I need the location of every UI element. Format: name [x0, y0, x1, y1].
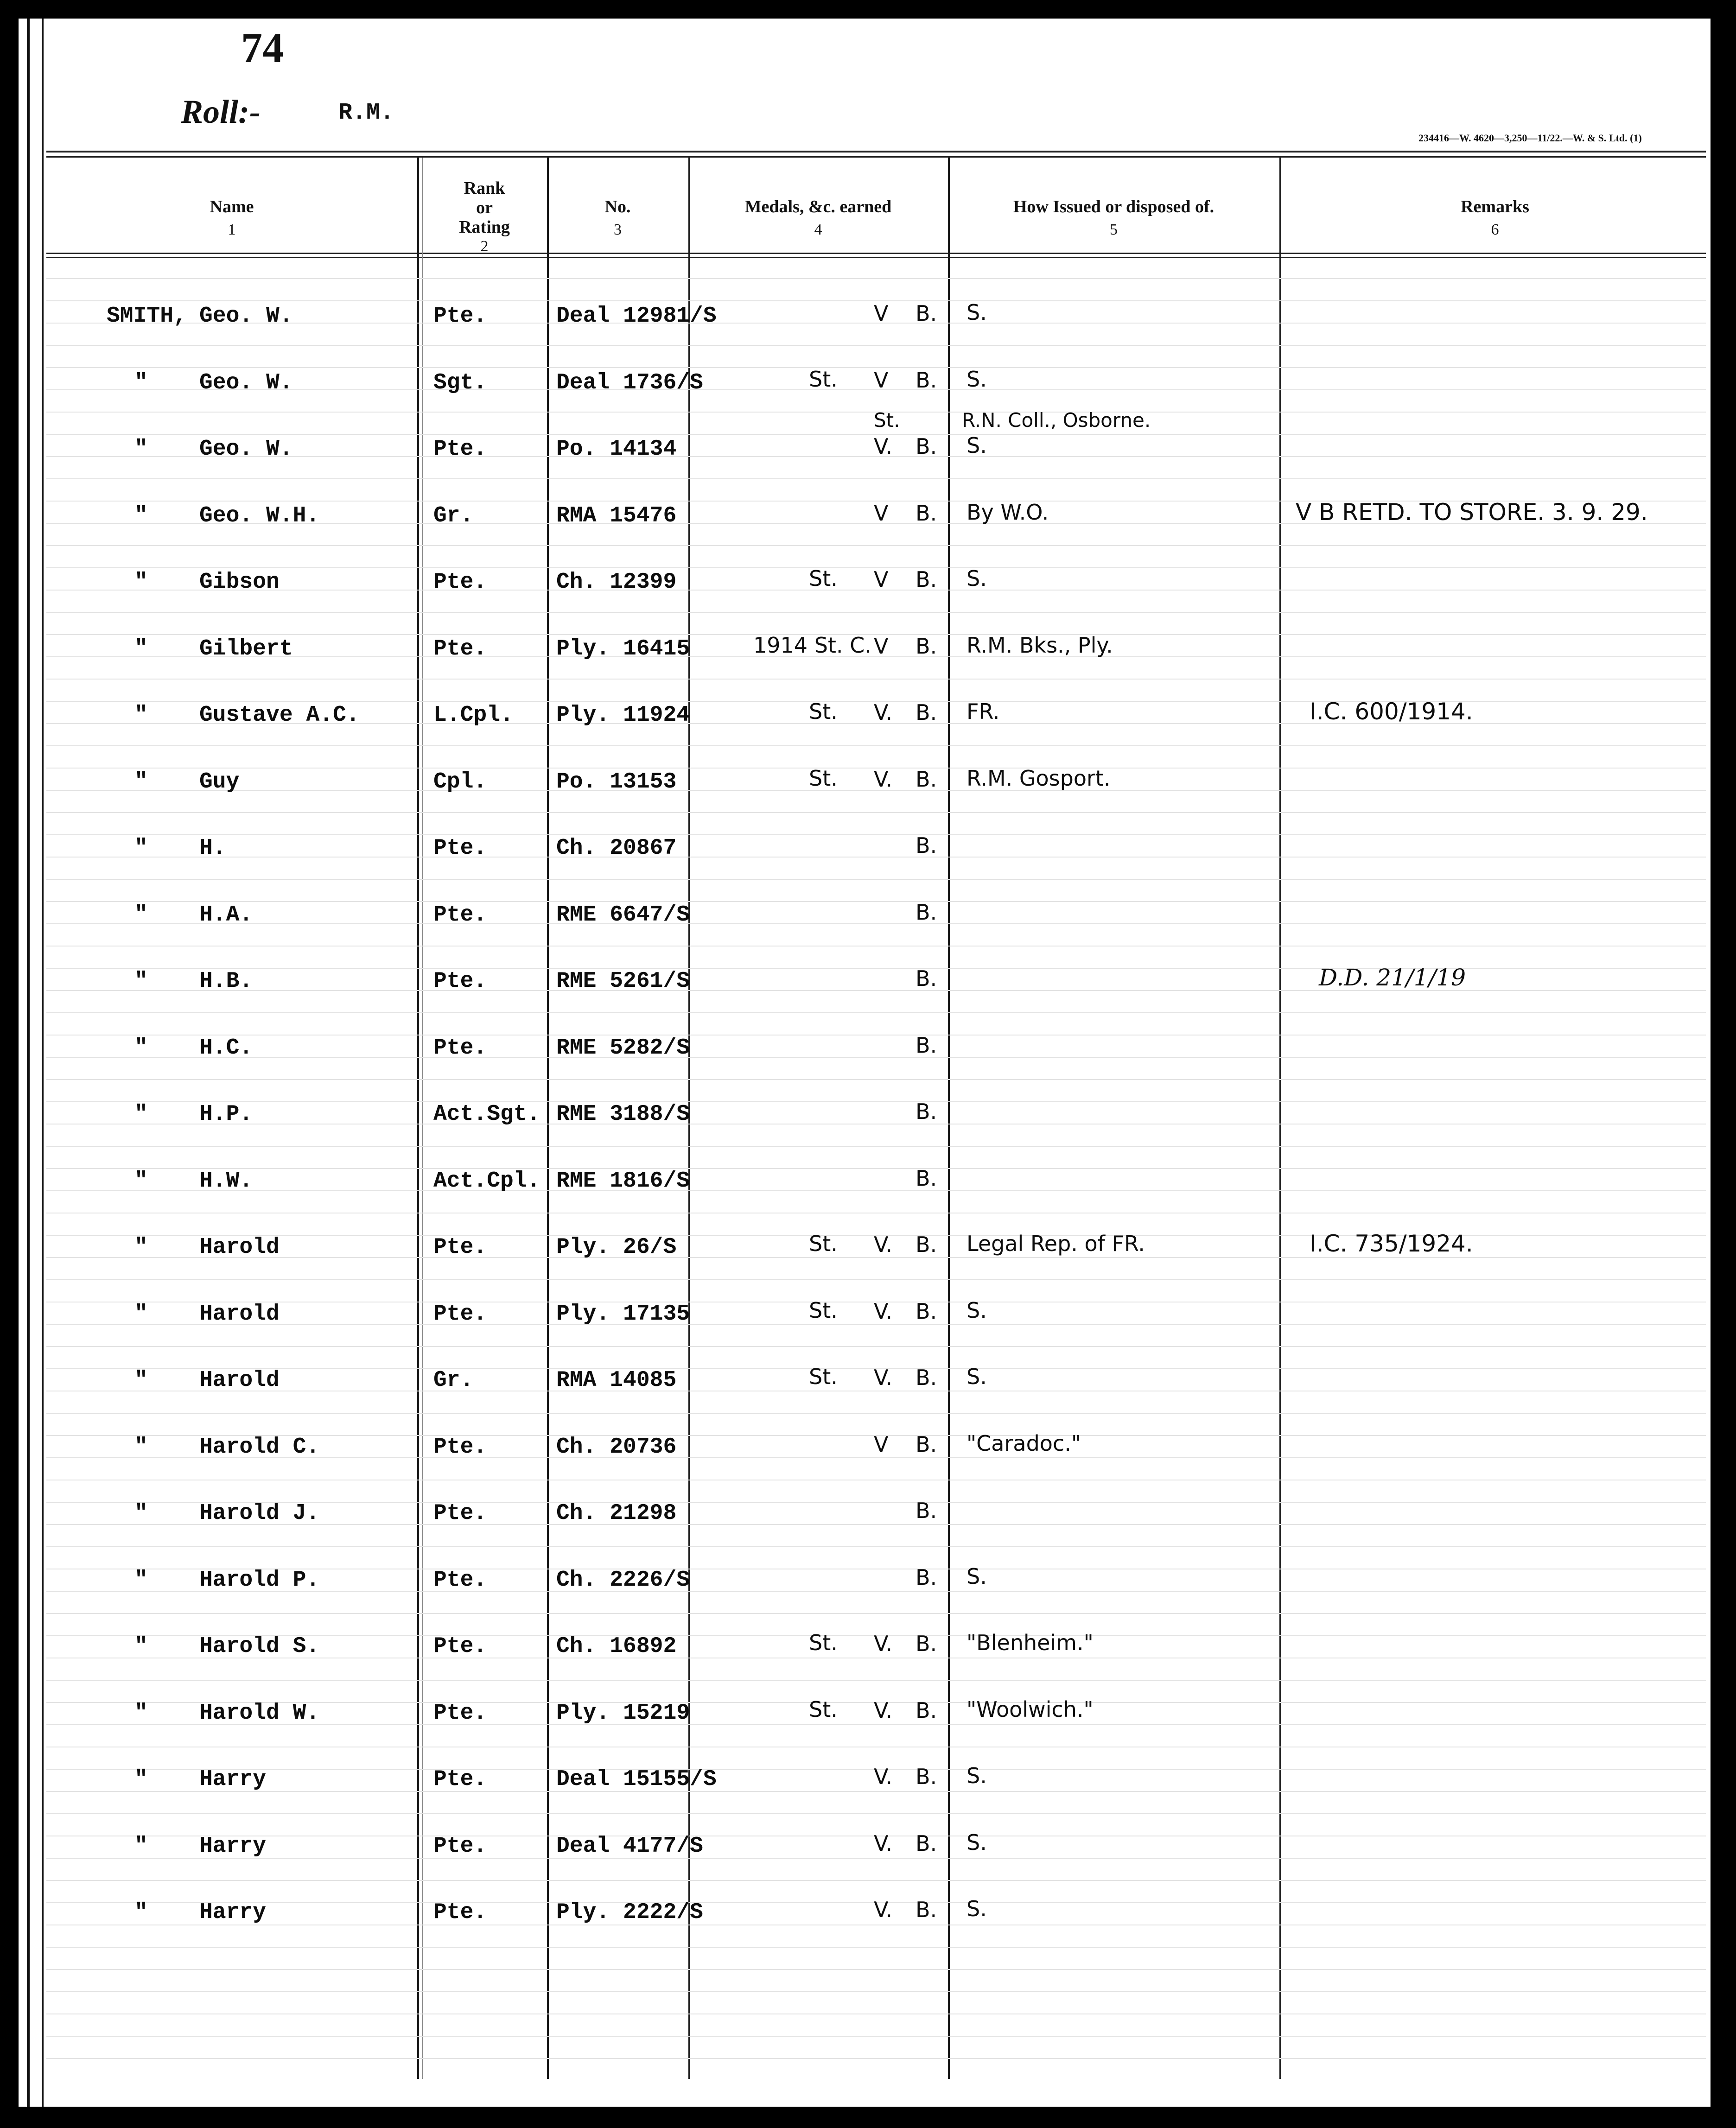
entry-forename: H.P. [199, 1102, 253, 1127]
entry-issued-note: R.N. Coll., Osborne. [962, 409, 1151, 432]
header-rule-top-2 [46, 156, 1706, 158]
entry-service-number: RME 5261/S [556, 969, 690, 994]
entry-service-number: Po. 13153 [556, 769, 677, 794]
entry-rank: Pte. [433, 836, 487, 861]
entry-medal-british-war: B. [916, 1432, 937, 1457]
entry-service-number: Ch. 21298 [556, 1501, 677, 1526]
ruled-line [46, 1279, 1706, 1280]
entry-issued: S. [967, 1298, 987, 1323]
entry-issued: S. [967, 367, 987, 392]
entry-forename: Harold J. [199, 1501, 320, 1526]
entry-forename: Harry [199, 1767, 267, 1792]
ruled-line [46, 1079, 1706, 1080]
header-rule-bottom [46, 253, 1706, 254]
column-header-medals: Medals, &c. earned 4 [744, 197, 892, 238]
entry-issued: By W.O. [967, 500, 1049, 525]
entry-remark: I.C. 735/1924. [1310, 1230, 1473, 1257]
entry-medal-british-war: B. [916, 1831, 937, 1856]
entry-medal-british-war: B. [916, 900, 937, 925]
entry-rank: Sgt. [433, 370, 487, 395]
entry-medal-victory: V. [874, 1299, 893, 1324]
entry-medal-british-war: B. [916, 301, 937, 326]
entry-medal-star: St. [809, 566, 838, 591]
entry-rank: Pte. [433, 969, 487, 994]
ruled-line [46, 1057, 1706, 1058]
entry-forename: Harold P. [199, 1568, 320, 1593]
entry-issued: S. [967, 1830, 987, 1855]
entry-rank: Pte. [433, 1501, 487, 1526]
entry-rank: Pte. [433, 1235, 487, 1260]
entry-medal-star: St. [874, 409, 900, 432]
entry-forename: Harry [199, 1834, 267, 1859]
entry-issued: S. [967, 1364, 987, 1389]
entry-surname: " [134, 1435, 148, 1460]
entry-rank: Cpl. [433, 769, 487, 794]
ruled-line [46, 345, 1706, 346]
entry-surname: " [134, 703, 148, 728]
entry-surname: " [134, 1568, 148, 1593]
entry-forename: Gustave A.C. [199, 703, 360, 728]
entry-surname: " [134, 1035, 148, 1061]
entry-service-number: RME 6647/S [556, 902, 690, 927]
entry-forename: Harold S. [199, 1634, 320, 1659]
entry-rank: Pte. [433, 1900, 487, 1925]
entry-forename: H.B. [199, 969, 253, 994]
entry-rank: Pte. [433, 437, 487, 462]
entry-rank: Pte. [433, 1035, 487, 1061]
entry-service-number: RME 1816/S [556, 1169, 690, 1194]
entry-medal-victory: V. [874, 767, 893, 792]
entry-surname: SMITH, [107, 304, 187, 329]
entry-medal-british-war: B. [916, 1232, 937, 1257]
roll-label: Roll:- [181, 93, 261, 130]
entry-rank: Pte. [433, 1834, 487, 1859]
column-header-issued: How Issued or disposed of. 5 [1013, 197, 1215, 238]
entry-surname: " [134, 902, 148, 927]
entry-rank: L.Cpl. [433, 703, 514, 728]
entry-rank: Pte. [433, 1767, 487, 1792]
entry-medal-british-war: B. [916, 700, 937, 725]
entry-medal-victory: V. [874, 1631, 893, 1656]
entry-surname: " [134, 1235, 148, 1260]
entry-medal-british-war: B. [916, 966, 937, 991]
page-number: 74 [241, 24, 284, 71]
ruled-line [46, 1346, 1706, 1347]
entry-forename: Harold C. [199, 1435, 320, 1460]
ruled-line [46, 1257, 1706, 1258]
entry-forename: H.C. [199, 1035, 253, 1061]
ruled-line [46, 834, 1706, 835]
entry-rank: Act.Cpl. [433, 1169, 541, 1194]
entry-rank: Pte. [433, 1701, 487, 1726]
entry-issued: S. [967, 1763, 987, 1788]
entry-medal-british-war: B. [916, 634, 937, 659]
entry-medal-star: St. [809, 1630, 838, 1655]
entry-medal-british-war: B. [916, 1166, 937, 1191]
entry-service-number: Po. 14134 [556, 437, 677, 462]
entry-issued: R.M. Gosport. [967, 766, 1111, 791]
entry-medal-victory: V. [874, 1831, 893, 1856]
entry-forename: Harold W. [199, 1701, 320, 1726]
column-header-number: No. 3 [604, 197, 631, 238]
entry-service-number: Ply. 11924 [556, 703, 690, 728]
entry-medal-victory: V. [874, 700, 893, 725]
entry-service-number: Deal 4177/S [556, 1834, 703, 1859]
entry-medal-victory: V [874, 634, 889, 659]
entry-surname: " [134, 370, 148, 395]
entry-service-number: RME 3188/S [556, 1102, 690, 1127]
entry-medal-star: St. [809, 1364, 838, 1389]
entry-medal-star: St. [809, 1298, 838, 1323]
entry-issued: "Blenheim." [967, 1630, 1094, 1655]
entry-medal-british-war: B. [916, 501, 937, 526]
entry-surname: " [134, 1302, 148, 1327]
ruled-line [46, 478, 1706, 479]
ruled-line [46, 1858, 1706, 1859]
entry-medal-british-war: B. [916, 434, 937, 459]
entry-medal-british-war: B. [916, 567, 937, 592]
entry-medal-british-war: B. [916, 1033, 937, 1058]
entry-forename: Gibson [199, 570, 280, 595]
entry-medal-star: St. [809, 766, 838, 791]
header-rule-bottom-2 [46, 257, 1706, 258]
entry-medal-victory: V [874, 301, 889, 326]
entry-rank: Pte. [433, 570, 487, 595]
entry-medal-victory: V [874, 1432, 889, 1457]
ruled-line [46, 1680, 1706, 1681]
entry-service-number: Ch. 12399 [556, 570, 677, 595]
entry-medal-british-war: B. [916, 1764, 937, 1789]
entry-issued: S. [967, 1896, 987, 1921]
entry-remark: I.C. 600/1914. [1310, 698, 1473, 725]
entry-medal-victory: V. [874, 1897, 893, 1922]
ruled-line [46, 923, 1706, 924]
entry-service-number: Ply. 26/S [556, 1235, 677, 1260]
ruled-line [46, 1880, 1706, 1881]
entry-medal-victory: V. [874, 434, 893, 459]
entry-issued: "Woolwich." [967, 1697, 1094, 1722]
entry-rank: Pte. [433, 1568, 487, 1593]
entry-surname: " [134, 503, 148, 528]
entry-issued: R.M. Bks., Ply. [967, 633, 1113, 658]
entry-surname: " [134, 969, 148, 994]
entry-medal-british-war: B. [916, 1299, 937, 1324]
entry-medal-star: St. [809, 699, 838, 724]
ruled-line [46, 278, 1706, 279]
entry-forename: H.W. [199, 1169, 253, 1194]
entry-rank: Pte. [433, 636, 487, 661]
printer-imprint: 234416—W. 4620—3,250—11/22.—W. & S. Ltd. (1) [1418, 132, 1642, 144]
ruled-line [46, 1546, 1706, 1547]
entry-service-number: Deal 12981/S [556, 304, 717, 329]
entry-forename: Geo. W. [199, 370, 293, 395]
entry-forename: Geo. W. [199, 437, 293, 462]
entry-medal-victory: V [874, 368, 889, 393]
entry-issued: S. [967, 566, 987, 591]
header-rule-top [46, 151, 1706, 152]
entry-medal-british-war: B. [916, 833, 937, 858]
ruled-line [46, 879, 1706, 880]
entry-forename: Geo. W.H. [199, 503, 320, 528]
ruled-line [46, 1146, 1706, 1147]
entry-rank: Gr. [433, 1368, 474, 1393]
entry-forename: H. [199, 836, 226, 861]
entry-medal-british-war: B. [916, 1631, 937, 1656]
entry-surname: " [134, 1102, 148, 1127]
entry-surname: " [134, 1834, 148, 1859]
entry-surname: " [134, 1169, 148, 1194]
entry-medal-british-war: B. [916, 1099, 937, 1124]
entry-rank: Pte. [433, 1302, 487, 1327]
ruled-line [46, 745, 1706, 746]
register-page [19, 19, 1711, 2107]
entry-forename: Geo. W. [199, 304, 293, 329]
entry-remark: V B RETD. TO STORE. 3. 9. 29. [1296, 499, 1648, 526]
column-header-rank: Rank or Rating 2 [459, 178, 510, 255]
ruled-line [46, 1969, 1706, 1970]
entry-rank: Act.Sgt. [433, 1102, 541, 1127]
entry-issued: FR. [967, 699, 1000, 724]
entry-medal-star: 1914 St. C. [753, 633, 871, 658]
entry-surname: " [134, 570, 148, 595]
entry-medal-british-war: B. [916, 1498, 937, 1523]
entry-rank: Gr. [433, 503, 474, 528]
entry-forename: Harold [199, 1302, 280, 1327]
entry-medal-victory: V. [874, 1698, 893, 1723]
entry-service-number: Ply. 2222/S [556, 1900, 703, 1925]
binding-edge [27, 19, 30, 2107]
ruled-line [46, 812, 1706, 813]
entry-service-number: RMA 14085 [556, 1368, 677, 1393]
entry-issued: S. [967, 1564, 987, 1589]
entry-service-number: Ch. 20736 [556, 1435, 677, 1460]
entry-medal-british-war: B. [916, 1365, 937, 1390]
entry-medal-british-war: B. [916, 1698, 937, 1723]
entry-surname: " [134, 1701, 148, 1726]
entry-medal-victory: V. [874, 1365, 893, 1390]
entry-service-number: Deal 15155/S [556, 1767, 717, 1792]
entry-surname: " [134, 437, 148, 462]
entry-service-number: Deal 1736/S [556, 370, 703, 395]
ruled-line [46, 857, 1706, 858]
entry-issued: S. [967, 433, 987, 458]
entry-remark: D.D. 21/1/19 [1319, 964, 1466, 991]
entry-surname: " [134, 636, 148, 661]
ruled-line [46, 1168, 1706, 1169]
entry-forename: H.A. [199, 902, 253, 927]
entry-forename: Gilbert [199, 636, 293, 661]
ruled-line [46, 612, 1706, 613]
entry-medal-british-war: B. [916, 767, 937, 792]
entry-surname: " [134, 1368, 148, 1393]
entry-medal-star: St. [809, 367, 838, 392]
entry-surname: " [134, 1634, 148, 1659]
entry-medal-victory: V. [874, 1232, 893, 1257]
entry-issued: "Caradoc." [967, 1431, 1081, 1456]
entry-medal-victory: V [874, 501, 889, 526]
ruled-line [46, 1101, 1706, 1102]
entry-medal-star: St. [809, 1231, 838, 1256]
entry-medal-victory: V [874, 567, 889, 592]
ruled-line [46, 1324, 1706, 1325]
ruled-line [46, 2036, 1706, 2037]
ruled-line [46, 1190, 1706, 1191]
entry-service-number: Ch. 2226/S [556, 1568, 690, 1593]
entry-surname: " [134, 1900, 148, 1925]
roll-value: R.M. [338, 100, 394, 126]
ruled-line [46, 1991, 1706, 1992]
entry-service-number: RME 5282/S [556, 1035, 690, 1061]
entry-rank: Pte. [433, 1634, 487, 1659]
entry-service-number: Ch. 16892 [556, 1634, 677, 1659]
entry-service-number: Ply. 15219 [556, 1701, 690, 1726]
entry-service-number: RMA 15476 [556, 503, 677, 528]
entry-forename: Harry [199, 1900, 267, 1925]
entry-service-number: Ch. 20867 [556, 836, 677, 861]
ruled-line [46, 1012, 1706, 1013]
ruled-line [46, 1947, 1706, 1948]
entry-surname: " [134, 1501, 148, 1526]
entry-forename: Harold [199, 1368, 280, 1393]
ruled-line [46, 679, 1706, 680]
entry-service-number: Ply. 16415 [556, 636, 690, 661]
entry-rank: Pte. [433, 304, 487, 329]
entry-forename: Guy [199, 769, 240, 794]
entry-medal-british-war: B. [916, 1565, 937, 1590]
ruled-line [46, 901, 1706, 902]
entry-issued: S. [967, 300, 987, 325]
column-header-remarks: Remarks 6 [1461, 197, 1529, 238]
ruled-line [46, 1791, 1706, 1792]
entry-surname: " [134, 836, 148, 861]
entry-rank: Pte. [433, 1435, 487, 1460]
column-header-name: Name 1 [210, 197, 254, 238]
ruled-line [46, 1413, 1706, 1414]
ruled-line [46, 1613, 1706, 1614]
entry-medal-victory: V. [874, 1764, 893, 1789]
binding-edge-inner [42, 19, 44, 2107]
entry-service-number: Ply. 17135 [556, 1302, 690, 1327]
entry-medal-british-war: B. [916, 368, 937, 393]
entry-rank: Pte. [433, 902, 487, 927]
ruled-line [46, 1813, 1706, 1814]
entry-medal-star: St. [809, 1697, 838, 1722]
entry-medal-british-war: B. [916, 1897, 937, 1922]
ruled-line [46, 2058, 1706, 2059]
ruled-line [46, 545, 1706, 546]
entry-forename: Harold [199, 1235, 280, 1260]
entry-surname: " [134, 1767, 148, 1792]
entry-issued: Legal Rep. of FR. [967, 1231, 1145, 1256]
entry-surname: " [134, 769, 148, 794]
